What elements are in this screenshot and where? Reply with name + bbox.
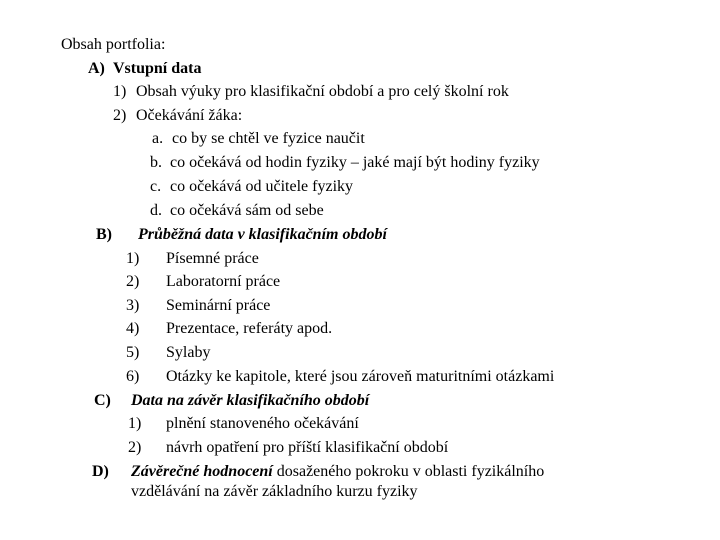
section-d-second-line: vzdělávání na závěr základního kurzu fyziky (131, 483, 418, 500)
section-c-item: návrh opatření pro příští klasifikační období (166, 439, 449, 456)
section-b-item: Prezentace, referáty apod. (166, 320, 333, 337)
portfolio-title: Obsah portfolia: (61, 36, 166, 53)
section-c-heading: Data na závěr klasifikačního období (131, 392, 370, 409)
section-b-item-number: 5) (126, 344, 140, 361)
section-d-first-line (131, 462, 544, 482)
section-b-item-number: 6) (126, 368, 140, 385)
section-b-item: Písemné práce (166, 250, 259, 267)
section-d-marker: D) (92, 463, 109, 480)
section-b-item: Sylaby (166, 344, 211, 361)
section-a-marker: A) (88, 60, 105, 77)
section-a-item: Očekávání žáka: (136, 107, 243, 124)
section-b-marker: B) (96, 226, 112, 243)
section-c-item: plnění stanoveného očekávání (166, 415, 359, 432)
section-a-subitem: co by se chtěl ve fyzice naučit (172, 130, 365, 147)
section-d-heading: Závěrečné hodnocení (131, 463, 273, 480)
section-a-subitem: co očekává sám od sebe (170, 202, 324, 219)
section-b-item-number: 4) (126, 320, 140, 337)
section-a-subitem: co očekává od hodin fyziky – jaké mají být hodiny fyziky (170, 154, 540, 171)
section-c-marker: C) (94, 392, 111, 409)
section-a-heading: Vstupní data (113, 60, 202, 77)
section-a-subitem-letter: b. (150, 154, 162, 171)
section-a-subitem-letter: a. (152, 130, 164, 147)
section-b-item-number: 3) (126, 297, 140, 314)
section-b-item-number: 1) (126, 250, 140, 267)
section-a-subitem-letter: d. (150, 202, 162, 219)
section-a-subitem: co očekává od učitele fyziky (170, 178, 354, 195)
section-a-item-number: 2) (113, 107, 127, 124)
section-a-item: Obsah výuky pro klasifikační období a pro celý školní rok (136, 83, 509, 100)
section-b-item-number: 2) (126, 273, 140, 290)
section-a-subitem-letter: c. (150, 178, 162, 195)
section-c-item-number: 2) (128, 439, 142, 456)
section-d-text: dosaženého pokroku v oblasti fyzikálního (272, 463, 545, 480)
section-a-item-number: 1) (113, 83, 127, 100)
section-b-item: Seminární práce (166, 297, 271, 314)
section-c-item-number: 1) (128, 415, 142, 432)
section-b-item: Laboratorní práce (166, 273, 281, 290)
section-b-item: Otázky ke kapitole, které jsou zároveň maturitními otázkami (166, 368, 555, 385)
section-b-heading: Průběžná data v klasifikačním období (138, 226, 387, 243)
